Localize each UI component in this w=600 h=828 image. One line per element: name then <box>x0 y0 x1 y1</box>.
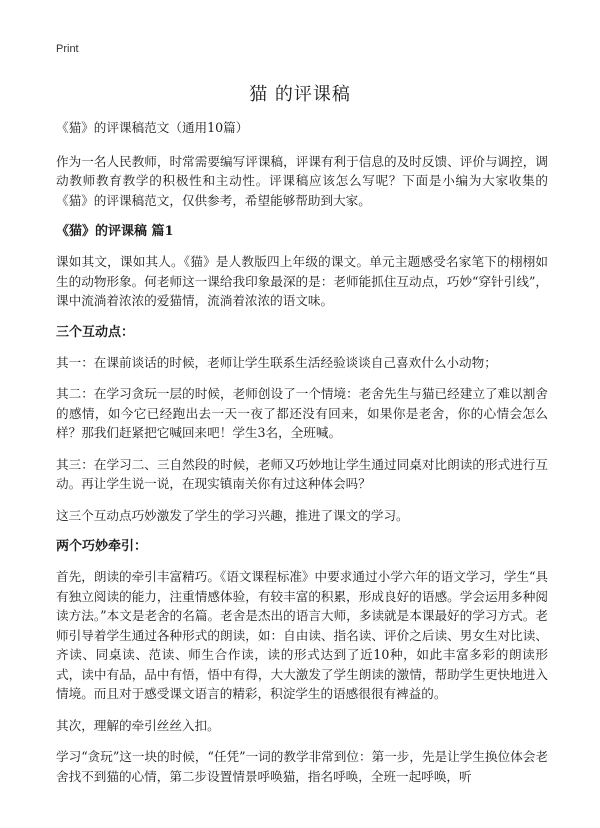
page-title: 猫 的评课稿 <box>249 84 351 105</box>
interaction-point-2: 其二：在学习贪玩一层的时候，老师创设了一个情境：老舍先生与猫已经建立了难以割舍的感情，如今它已经跑出去一天一夜了都还没有回来，如果你是老舍，你的心情会怎么样？那我们赶紧把它喊回来吧！学生3名，全班喊。 <box>56 386 548 440</box>
document-subtitle: 《猫》的评课稿范文（通用10篇） <box>56 120 249 135</box>
print-link[interactable]: Print <box>56 43 79 55</box>
guide-paragraph-3: 学习“贪玩”这一块的时候，“任凭”一词的教学非常到位：第一步，先是让学生换位体会老舍找不到猫的心情，第二步设置情景呼唤猫，指名呼唤，全班一起呼唤，听 <box>56 749 548 784</box>
guide-paragraph-1: 首先，朗读的牵引丰富精巧。《语文课程标准》中要求通过小学六年的语文学习，学生“具有独立阅读的能力，注重情感体验，有较丰富的积累，形成良好的语感。学会运用多种阅读方法。”本文是老舍的名篇。老舍是杰出的语言大师，多读就是本课最好的学习方式。老师引导着学生通过各种形式的朗读，如：自由读、指名读、评价之后读、男女生对比读、齐读、同桌读、范读、师生合作读，读的形式达到了近10种，如此丰富多彩的朗读形式，读中有品，品中有悟，悟中有得，大大激发了学生朗读的激情，帮助学生更快地进入情境。而且对于感受课文语言的精彩，积淀学生的语感很很有裨益的。 <box>56 569 548 701</box>
interaction-point-1: 其一：在课前谈话的时候，老师让学生联系生活经验谈谈自己喜欢什么小动物； <box>56 354 497 370</box>
guide-heading: 两个巧妙牵引： <box>56 539 148 554</box>
interaction-heading: 三个互动点： <box>56 324 135 340</box>
document-body <box>56 118 548 798</box>
interaction-summary: 这三个互动点巧妙激发了学生的学习兴趣，推进了课文的学习。 <box>56 507 409 523</box>
section-paragraph: 课如其文，课如其人。《猫》是人教版四上年级的课文。单元主题感受名家笔下的栩栩如生的动物形象。何老师这一课给我印象最深的是：老师能抓住互动点，巧妙“穿针引线”，课中流淌着浓浓的爱猫情，流淌着浓浓的语文味。 <box>56 254 548 308</box>
interaction-point-3: 其三：在学习二、三自然段的时候，老师又巧妙地让学生通过同桌对比朗读的形式进行互动。再让学生说一说，在现实镇南关你有过这种体会吗？ <box>56 456 548 491</box>
intro-paragraph: 作为一名人民教师，时常需要编写评课稿，评课有利于信息的及时反馈、评价与调控，调动教师教育教学的积极性和主动性。评课稿应该怎么写呢？下面是小编为大家收集的《猫》的评课稿范文，仅供参考，希望能够帮助到大家。 <box>56 153 548 208</box>
section-heading: 《猫》的评课稿 篇1 <box>56 224 174 239</box>
guide-paragraph-2: 其次，理解的牵引丝丝入扣。 <box>56 717 220 733</box>
